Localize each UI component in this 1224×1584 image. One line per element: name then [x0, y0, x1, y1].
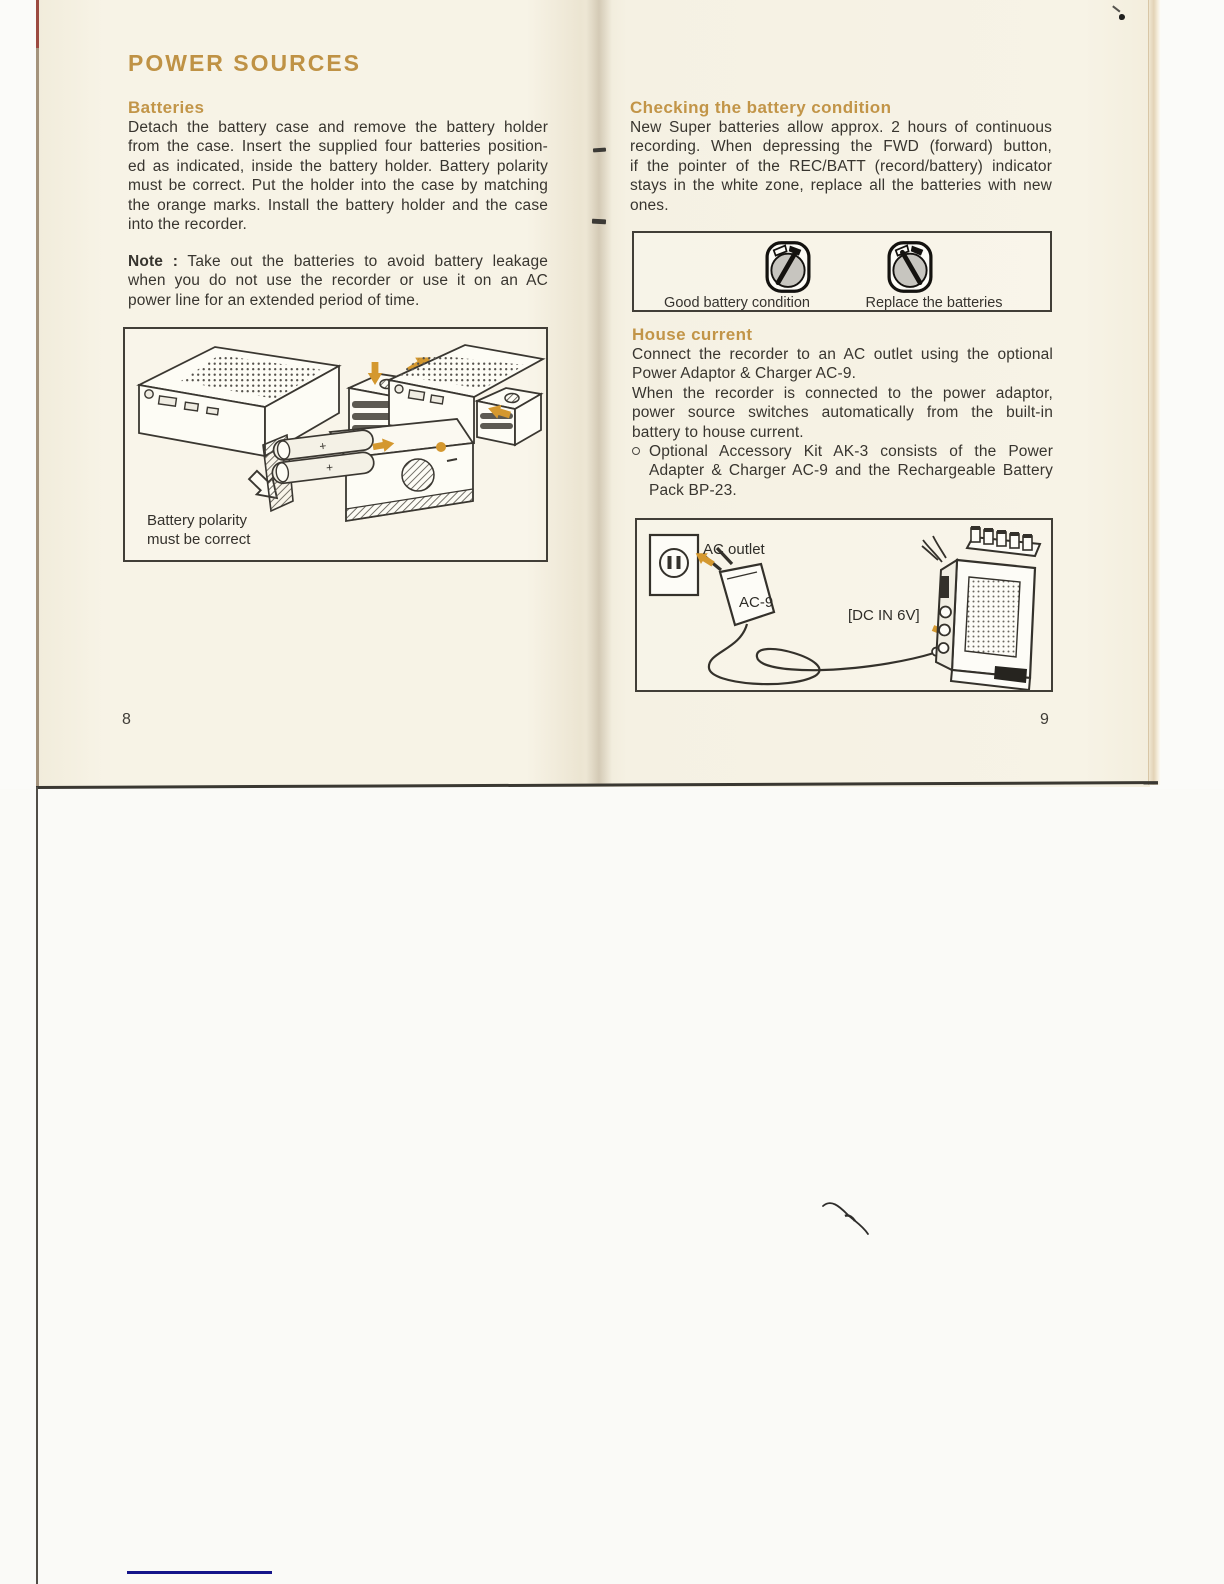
ink-speck — [1119, 14, 1125, 20]
dc-in-label: [DC IN 6V] — [848, 607, 920, 624]
text-line: battery to house current. — [632, 423, 804, 441]
checking-heading: Checking the battery condition — [630, 98, 892, 117]
batteries-paragraph — [128, 118, 548, 234]
left-page-edge-red-mark — [36, 0, 39, 48]
bullet-circle-icon — [632, 447, 640, 455]
scanner-background — [0, 789, 1224, 1584]
text-line: the orange marks. Install the battery holder and the case — [128, 196, 548, 214]
page-title: POWER SOURCES — [128, 50, 362, 76]
note-paragraph — [128, 252, 548, 310]
ac-connection-figure — [635, 518, 1053, 692]
text-line: stays in the white zone, replace all the batteries with new — [630, 177, 1052, 195]
power-cord — [709, 624, 934, 684]
text-line: When the recorder is connected to the power adaptor, — [632, 384, 1053, 402]
svg-text:+: + — [318, 438, 328, 454]
text-line: Power Adaptor & Charger AC-9. — [632, 365, 857, 383]
battery-meter-good-icon — [764, 238, 812, 295]
text-line: from the case. Insert the supplied four batteries position- — [128, 138, 548, 156]
recorder-side-view — [922, 526, 1040, 690]
house-current-heading: House current — [632, 325, 753, 344]
text-line: ones. — [630, 196, 669, 214]
house-current-paragraph — [632, 345, 1053, 500]
left-page-edge — [36, 0, 39, 787]
checking-paragraph — [630, 118, 1052, 215]
text-line: must be correct. Put the holder into the case by matching — [128, 177, 548, 195]
text-line: Pack BP-23. — [649, 481, 737, 499]
page-number-right: 9 — [1040, 711, 1049, 728]
svg-text:+: + — [325, 460, 334, 475]
text-line: if the pointer of the REC/BATT (record/battery) indicator — [630, 157, 1052, 175]
staple-bottom — [592, 219, 606, 224]
good-battery-label: Good battery condition — [664, 295, 810, 311]
ac9-label: AC-9 — [739, 594, 774, 611]
text-line: when you do not use the recorder or use it on an AC — [128, 272, 548, 290]
text-line: Detach the battery case and remove the battery holder — [128, 119, 548, 136]
center-fold-shadow — [586, 0, 612, 786]
text-line: Optional Accessory Kit AK-3 consists of the Power — [649, 443, 1053, 461]
carry-strap — [922, 536, 946, 562]
text-line: into the recorder. — [128, 216, 248, 234]
text-line: Adapter & Charger AC-9 and the Rechargeable Battery — [649, 462, 1053, 480]
caption-line: must be correct — [147, 531, 251, 548]
text-line: Connect the recorder to an AC outlet using the optional — [632, 346, 1053, 363]
ac-connection-illustration — [637, 520, 1051, 690]
note-label: Note : — [128, 253, 179, 270]
ac-outlet-label: AC outlet — [703, 541, 765, 558]
bottom-navy-rule — [127, 1571, 272, 1574]
note-text: Take out the batteries to avoid battery leakage — [187, 253, 548, 270]
battery-meter-replace-icon — [886, 238, 934, 295]
battery-installation-figure — [123, 327, 548, 562]
page-number-left: 8 — [122, 711, 131, 728]
text-line — [128, 252, 548, 271]
text-line: ed as indicated, inside the battery holder. Battery polarity — [128, 157, 548, 175]
text-line: recording. When depressing the FWD (forward) button, — [630, 138, 1052, 156]
text-line: New Super batteries allow approx. 2 hours of continuous — [630, 119, 1052, 136]
bullet-line — [632, 442, 1053, 461]
text-line: power line for an extended period of time. — [128, 291, 420, 309]
ac-outlet-icon — [650, 535, 698, 595]
figure-caption — [147, 511, 250, 549]
cover-edge-line — [36, 787, 38, 1584]
hair-scratch-mark — [815, 1192, 877, 1244]
text-line: power source switches automatically from the built-in — [632, 404, 1053, 422]
replace-batteries-label: Replace the batteries — [865, 295, 1003, 311]
orange-mark — [436, 442, 446, 452]
caption-line: Battery polarity — [147, 512, 248, 529]
batteries-heading: Batteries — [128, 98, 205, 117]
battery-condition-figure — [632, 231, 1052, 312]
power-adapter — [704, 548, 774, 625]
right-page-edge — [1148, 0, 1161, 785]
